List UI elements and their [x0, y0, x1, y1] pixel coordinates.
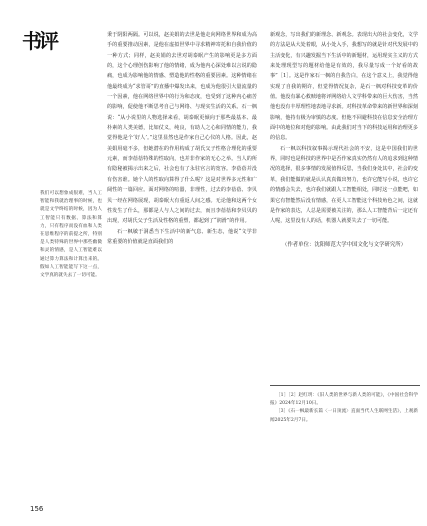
section-mark: 书评	[22, 29, 56, 53]
paragraph: 石一枫敏于洞悉当下生活中的新气息、新生态，他说“文学非常重要的价值就是直面我们的	[107, 228, 257, 245]
page-number: 156	[30, 505, 44, 513]
author-affiliation: （作者单位：沈阳师范大学中国文化与文学研究所）	[282, 241, 406, 248]
reference-item: ［3］《石一枫最新长篇〈一日顶流〉直面当代人生联网生活》，上观新闻2025年2月7日。	[270, 409, 418, 423]
reference-item: ［1］［2］赵红玥：《旧人类的世界与新人类的可能》，《中国社会科学报》2024年12月10日。	[270, 393, 418, 407]
references-divider	[270, 385, 420, 386]
paragraph: 新观念，写出我们的新理念、新观念。表现出大的社会变化，文学的方法是从大处着眼，从小处入手，我想写的就是针对代发展中的主活变化，有兴趣发掘当下生活中的新题材，运用现实主义的方式来处理现型写的题材给他是有效的，我尽量写成一个好看的故事”［1］。这是作家石一枫的自我告白，在这个意义上，我觉得他实现了自我的期许，但觉得情况复杂，是石一枫对科技变革的价值。他没有暴心救赎地将评网络给人文学科带来的巨大伤害，当然他也没有丰厚理性地表地寻求新。对科技革命带来的新世界和深刻影响，他持有极为审慎的态度。但他不回避科技在信息安全治理方面中的地位和对他的影响。由此我们对当下的科技运用和治理更多的信息。	[270, 32, 418, 142]
paragraph: 秉于阴阳两隔。可以说，赵美娟的去世是他走向网络世界和成为高手的重要推动因素，是他在虚拟世界中寻求精神寄托和自我价值的一种方式；同样，赵美娟的去世对胡泰眠产生的影响更是多方面的，这个心理创伤影响了他的情绪，成为他内心深处难以言说的隐痛，也成为影响他的情感、塑造他的性格的重要因素。这种情绪在他最终成为“求管哥”的直播中爆发出来，也成为他很引大量流量的一个因素，他在网络世界中的行为和态度，也受到了这种内心痛苦的影响，促使他不断思考自己与网络、与现实生活的关系。石一枫说：“从小说里的人物选择来看，胡泰眠更倾向于那些最基本、最朴素的人类美德，比如仗义，纯良，有助人之心和同情的能力，我觉得他是个‘好人’。”这里显然也是作家自己心仪的人格。因此，赵美娟用毫不多，但她潜在的作用构成了胡氏父子性格合理化的重要元素，而李蓓蓓特殊的性取向，也并非作家的无心之举。当人的所有隐秘被揭示出来之后，社会也有了永驻官言的宽容。李蓓蓓并没有伤害谁。她个人的性取向算得了什么呢？这是对世界多元性和广阔性的一篇回应。面对网络的喧嚣，非理性，过去的李蓓蓓、李贝贝一经在网络展现，胡泰眠大有重返人间之感。无论他和这两个女性发生了什么，那都是人与人之间的过去，而且李蓓蓓和李贝贝的出现，对胡氏父子生活及性格的重塑，都起到了“润滑”的作用。	[107, 32, 257, 225]
article-column-left	[107, 30, 257, 247]
article-column-right	[270, 30, 418, 250]
references	[270, 385, 418, 425]
paragraph: 石一枫以科技叙事揭示现代社会的不安，这是中国我们的世界，同时也是科技的世界中是否作家真实仍然有人的追求到这种情况的选择，很多事情的发展值得反思，当我们身处其中，社会的变革，我们能做的就是认认真真做出努力，也许它能写小说，也许它的情感会失去，也许我们就跟人工智能相处，同时这一点能吧，如果它有智能然后没有情感，在更人工智能这个科技角色之间，这就是作家的表达，人总是需要被关注的，那么人工智能背后一定还有人呢，这里没有人的话，机器人就要失去了一切可能。	[270, 145, 418, 225]
side-pull-quote: 我们可以想象成很难，当人工智能和我就治理事的时候，也就是文学终结的时候，因为人工智能只有数据、算法和算力，只有程序而没有血和人类在思维程序的前提之所，特别是人类特殊的世界中那些幽微和灵的情感，是人工智能难以通过算力算法和计算出来的。假如人工智能能写下这一点，文学真的就失去了一切可能。	[40, 191, 102, 279]
